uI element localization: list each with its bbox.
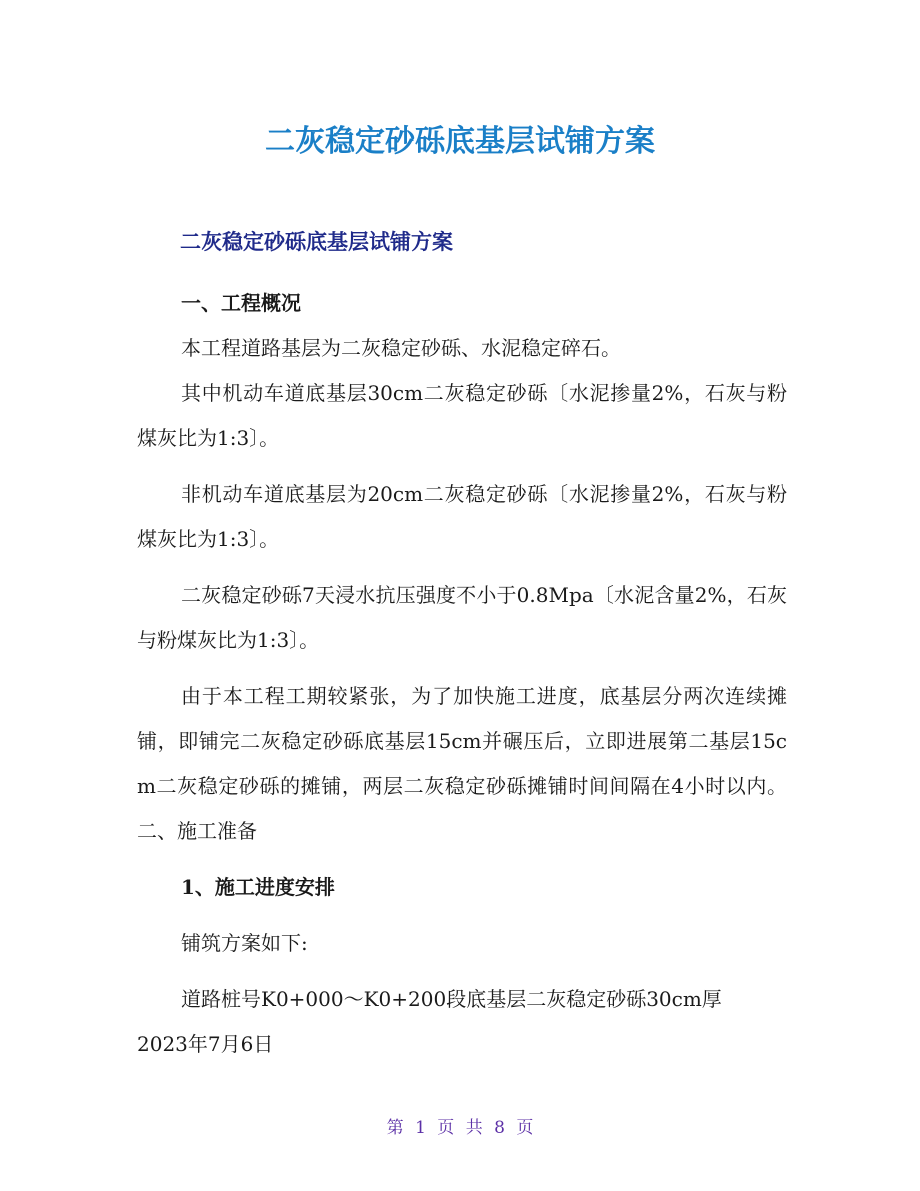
document-title: 二灰稳定砂砾底基层试铺方案 (265, 124, 655, 159)
date-line: 2023年7月6日 (137, 1032, 274, 1056)
paragraph: 铺筑方案如下: (181, 931, 308, 955)
page-footer: 第 1 页 共 8 页 (386, 1118, 534, 1138)
section-heading-overview: 一、工程概况 (181, 291, 301, 315)
paragraph: 二灰稳定砂砾7天浸水抗压强度不小于0.8Mpa〔水泥含量2%，石灰与粉煤灰比为1:3〕。 (137, 583, 787, 652)
document-subtitle: 二灰稳定砂砾底基层试铺方案 (180, 230, 453, 254)
paragraph: 道路桩号K0+000～K0+200段底基层二灰稳定砂砾30cm厚 (181, 987, 722, 1011)
paragraph: 其中机动车道底基层30cm二灰稳定砂砾〔水泥掺量2%，石灰与粉煤灰比为1:3〕。 (137, 381, 787, 450)
paragraph: 非机动车道底基层为20cm二灰稳定砂砾〔水泥掺量2%，石灰与粉煤灰比为1:3〕。 (137, 482, 787, 551)
document-body (137, 281, 787, 1067)
section-heading-schedule: 1、施工进度安排 (181, 875, 335, 899)
paragraph: 本工程道路基层为二灰稳定砂砾、水泥稳定碎石。 (181, 336, 621, 360)
paragraph: 由于本工程工期较紧张，为了加快施工进度，底基层分两次连续摊铺，即铺完二灰稳定砂砾底基层15cm并碾压后，立即进展第二基层15cm二灰稳定砂砾的摊铺，两层二灰稳定砂砾摊铺时间间隔在4小时以内。 二、施工准备 (137, 684, 787, 843)
